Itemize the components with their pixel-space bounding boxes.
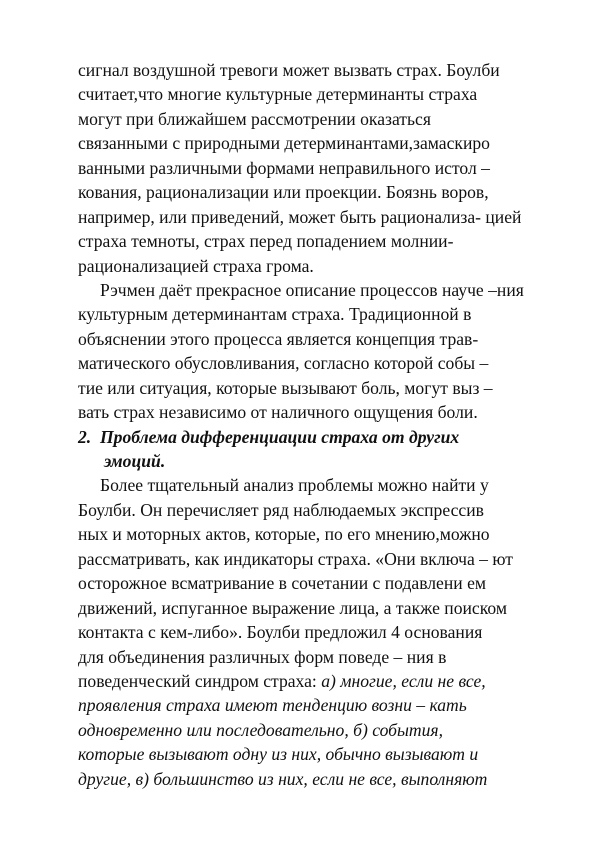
text-line: считает,что многие культурные детерминанты страха [78, 84, 478, 105]
text-line: рационализацией страха грома. [78, 255, 314, 276]
text-line: например, или приведений, может быть рационализа- цией [78, 206, 522, 227]
paragraph-1 [78, 58, 578, 278]
italic-line: другие, в) большинство из них, если не все, выполняют [78, 768, 488, 789]
mixed-line [78, 669, 578, 693]
text-line: осторожное всматривание в сочетании с подавлени ем [78, 573, 487, 594]
plain-text: поведенческий синдром страха: [78, 670, 322, 691]
text-line: ных и моторных актов, которые, по его мнению,можно [78, 524, 490, 545]
document-page [78, 58, 578, 791]
section-heading [78, 425, 578, 474]
text-line: Более тщательный анализ проблемы можно найти у [100, 475, 489, 496]
text-line: Боулби. Он перечисляет ряд наблюдаемых экспрессив [78, 499, 484, 520]
text-line: связанными с природными детерминантами,замаскиро [78, 133, 490, 154]
heading-number: 2. [78, 426, 92, 447]
text-line: матического обусловливания, согласно которой собы – [78, 353, 489, 374]
text-line: контакта с кем-либо». Боулби предложил 4 основания [78, 622, 483, 643]
text-line: кования, рационализации или проекции. Боязнь воров, [78, 182, 489, 203]
italic-line: одновременно или последовательно, б) события, [78, 719, 444, 740]
text-line: культурным детерминантам страха. Традиционной в [78, 304, 472, 325]
italic-line: проявления страха имеют тенденцию возни – кать [78, 695, 467, 716]
text-line: объяснении этого процесса является концепция трав- [78, 328, 479, 349]
italic-text: а) многие, если не все, [321, 670, 486, 691]
text-line: тие или ситуация, которые вызывают боль, могут выз – [78, 377, 493, 398]
text-line: страха темноты, страх перед попадением молнии- [78, 231, 454, 252]
text-line: движений, испуганное выражение лица, а также поиском [78, 597, 507, 618]
heading-title: Проблема дифференциации страха от других [100, 426, 460, 447]
text-line: сигнал воздушной тревоги может вызвать страх. Боулби [78, 60, 500, 80]
text-line: вать страх независимо от наличного ощущения боли. [78, 402, 478, 423]
text-line: ванными различными формами неправильного истол – [78, 157, 490, 178]
text-line: рассматривать, как индикаторы страха. «Они включа – ют [78, 548, 513, 569]
heading-line-2: эмоций. [104, 451, 166, 471]
italic-line: которые вызывают одну из них, обычно вызывают и [78, 744, 479, 765]
heading-line-1 [78, 425, 578, 449]
paragraph-2 [78, 278, 578, 425]
paragraph-3 [78, 473, 578, 791]
text-line: Рэчмен даёт прекрасное описание процессов науче –ния [100, 279, 524, 300]
text-line: для объединения различных форм поведе – ния в [78, 646, 447, 667]
text-line: могут при ближайшем рассмотрении оказаться [78, 108, 431, 129]
